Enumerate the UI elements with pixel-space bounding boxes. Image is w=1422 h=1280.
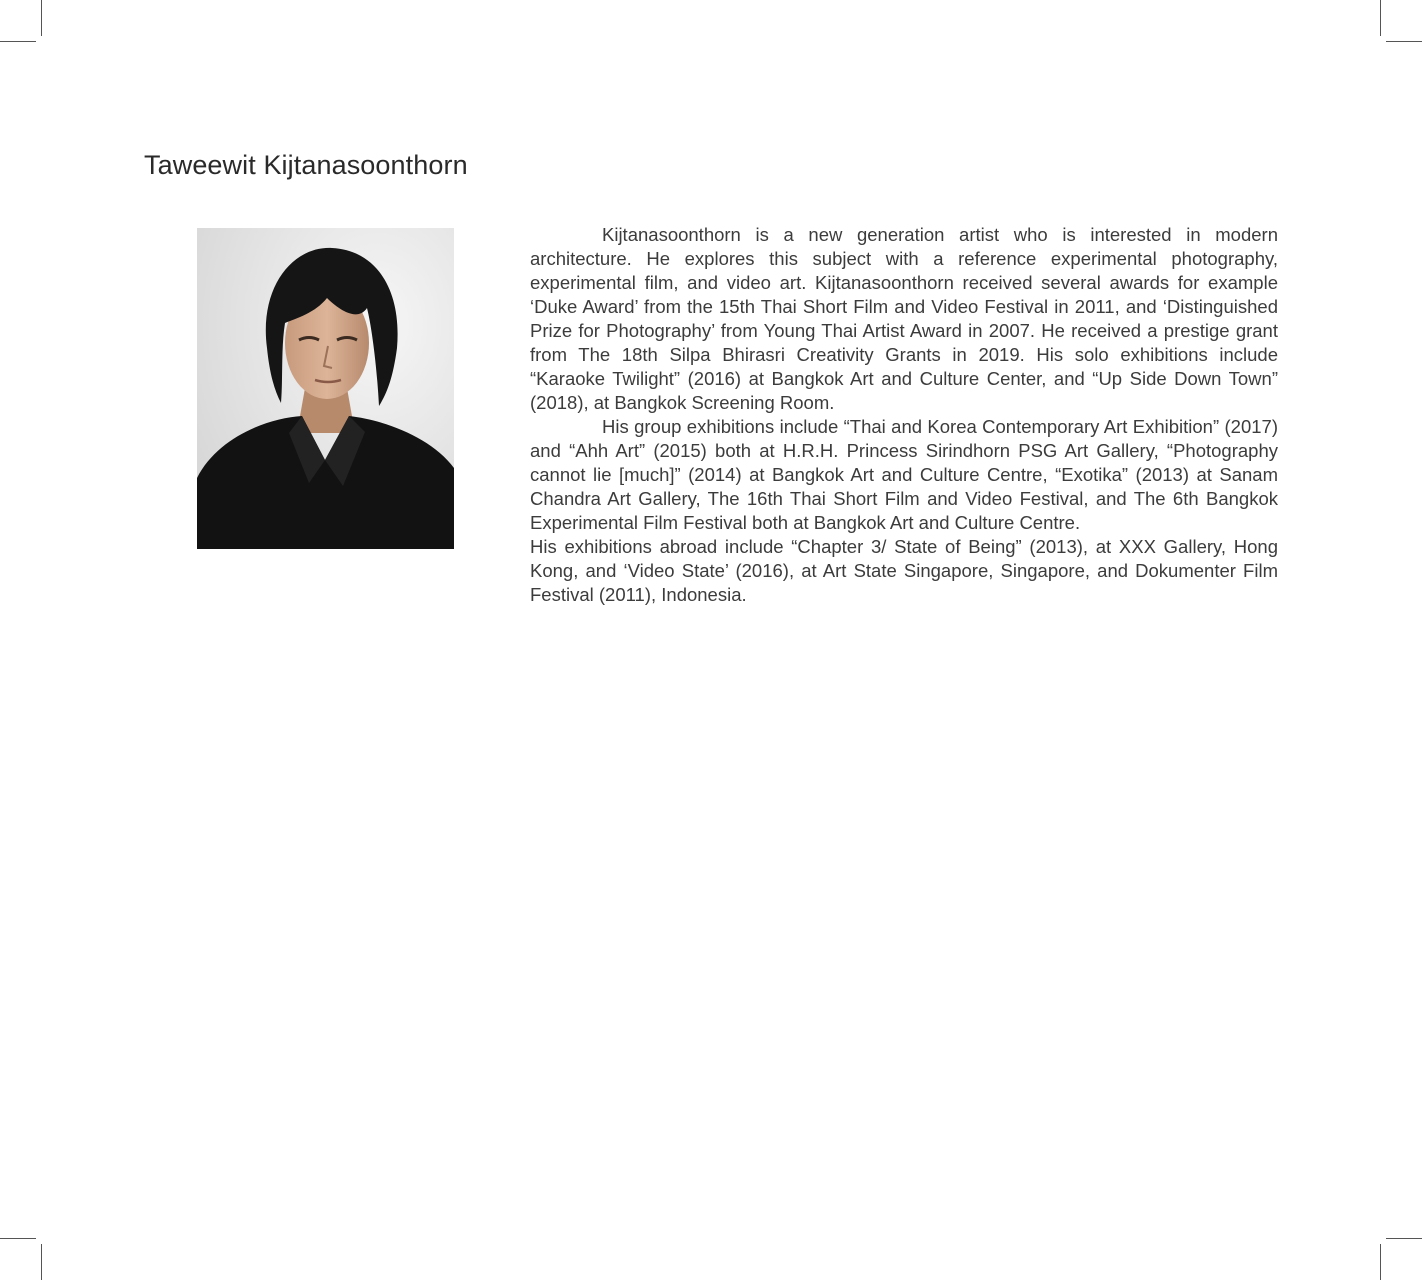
crop-mark-bottom-right-vertical [1380,1244,1381,1280]
crop-mark-top-right-horizontal [1386,41,1422,42]
crop-mark-top-right-vertical [1380,0,1381,36]
bio-paragraph-group-exhibitions: His group exhibitions include “Thai and Korea Contemporary Art Exhibition” (2017) and “Ahh Art” (2015) both at H.R.H. Princess Sirindhorn PSG Art Gallery, “Photography cannot lie [much]” (2014) at Bangkok Art and Culture Centre, “Exotika” (2013) at Sanam Chandra Art Gallery, The 16th Thai Short Film and Video Festival, and The 6th Bangkok Experimental Film Festival both at Bangkok Art and Culture Centre. [530,416,1278,533]
bio-paragraph-exhibitions-abroad: His exhibitions abroad include “Chapter 3/ State of Being” (2013), at XXX Gallery, Hong Kong, and ‘Video State’ (2016), at Art State Singapore, Singapore, and Dokumenter Film Festival (2011), Indonesia. [530,536,1278,605]
crop-mark-top-left-vertical [41,0,42,36]
crop-mark-bottom-left-horizontal [0,1238,36,1239]
bio-paragraph-intro: Kijtanasoonthorn is a new generation artist who is interested in modern architecture. He explores this subject with a reference experimental photography, experimental film, and video art. Kijtanasoonthorn received several awards for example ‘Duke Award’ from the 15th Thai Short Film and Video Festival in 2011, and ‘Distinguished Prize for Photography’ from Young Thai Artist Award in 2007. He received a prestige grant from The 18th Silpa Bhirasri Creativity Grants in 2019. His solo exhibitions include “Karaoke Twilight” (2016) at Bangkok Art and Culture Center, and “Up Side Down Town” (2018), at Bangkok Screening Room. [530,224,1278,413]
crop-mark-bottom-right-horizontal [1386,1238,1422,1239]
artist-name-heading: Taweewit Kijtanasoonthorn [144,150,468,180]
crop-mark-bottom-left-vertical [41,1244,42,1280]
crop-mark-top-left-horizontal [0,41,36,42]
artist-biography [530,223,1278,607]
artist-portrait-photo [197,228,454,549]
